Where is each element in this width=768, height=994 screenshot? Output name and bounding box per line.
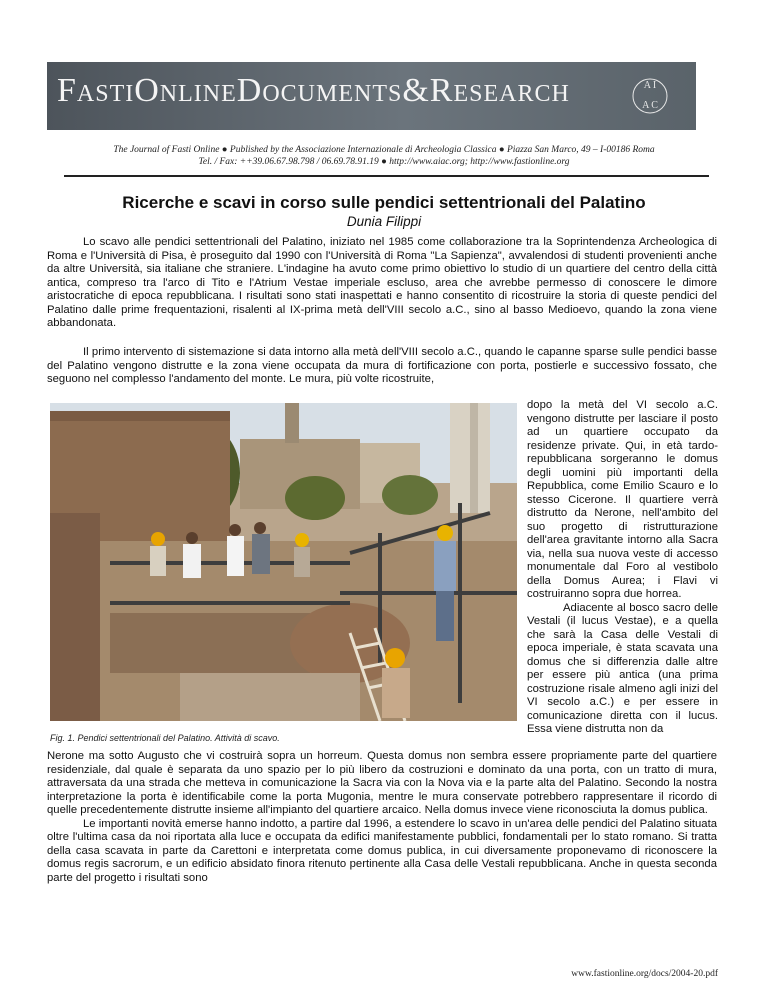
journal-line-1: The Journal of Fasti Online ● Published by the Associazione Internazionale di Archeologia Classica ● Piazza San Marco, 49 – I-00186 Roma [113,145,655,155]
aiac-seal-icon [630,68,670,124]
column-paragraph-2: Adiacente al bosco sacro delle Vestali (il lucus Vestae), e a quella che sarà la Casa delle Vestali di epoca imperiale, è stata scavata una domus che si differenzia dalle altre per essere più antica (una prima costruzione risale almeno agli inizi del VI secolo a.C.) e per essere in comunicazione diretta con il lucus. Essa viene distrutta non da [527,601,718,735]
excavation-photo-image [50,403,517,721]
right-column [527,399,718,737]
journal-line-2: Tel. / Fax: ++39.06.67.98.798 / 06.69.78.91.19 ● http://www.aiac.org; http://www.fastionline.org [198,157,570,167]
header-divider [64,175,709,177]
footer-url: www.fastionline.org/docs/2004-20.pdf [571,969,718,979]
paragraph-1: Lo scavo alle pendici settentrionali del Palatino, iniziato nel 1985 come collaborazione tra la Soprintendenza Archeologica di Roma e l'Università di Pisa, è proseguito dal 1990 con l'Università di Roma "La Sapienza", avvalendosi di studenti provenienti anche da altre Università, sia italiane che straniere. L'indagine ha avuto come primo obiettivo lo studio di un quartiere del centro della città antica, compreso tra l'arco di Tito e l'Atrium Vestae imperiale escluso, area che avrebbe permesso di conoscere le dimore aristocratiche di epoca repubblicana. I risultati sono stati inaspettati e hanno consentito di ricostruire la storia di queste pendici del Palatino dalle prime frequentazioni, risalenti al IX-prima metà dell'VIII secolo a.C., sino al basso Medioevo, quando la zona viene abbandonata. [47,236,717,329]
article-author: Dunia Filippi [346,214,422,229]
lower-text [47,750,717,885]
column-paragraph-1: dopo la metà del VI secolo a.C. vengono distrutte per lasciare il posto ad un quartiere occupato da residenze private. Qui, in età tardo-repubblicana sorgeranno le domus degli uomini più importanti della Repubblica, come Emilio Scauro e lo stesso Cicerone. Il quartiere verrà distrutto da Nerone, nell'ambito del suo progetto di ristrutturazione dell'area gravitante intorno alla Sacra via, nella sua nuova veste di accesso monumentale dal Foro al vestibolo della Domus Aurea; i Flavi vi costruiranno sopra due horrea. [527,399,718,600]
svg-text:A I: A I [643,80,657,91]
paragraph-3: Nerone ma sotto Augusto che vi costruirà sopra un horreum. Questa domus non sembra essere propriamente parte del quartiere residenziale, dal quale è separata da uno spazio per lo più libero da costruzioni e dominato da una porta, con un tratto di mura, attraversata da una strada che metteva in comunicazione la Sacra via con la Nova via e la parte alta del Palatino. Secondo la nostra interpretazione la porta è identificabile come la porta Mugonia, mentre le mura conservate potrebbero rappresentare il ricordo di quelle precedentemente distrutte insieme all'impianto del quartiere arcaico. Nella domus invece viene riconosciuta la domus publica. [47,750,717,816]
journal-info [40,144,728,168]
paragraph-4: Le importanti novità emerse hanno indotto, a partire dal 1996, a estendere lo scavo in un'area delle pendici del Palatino situata oltre l'ultima casa da noi riportata alla luce e occupata da edifici manifestamente pubblici, fondamentali per lo stato romano. Si tratta della casa scavata in parte da Carettoni e interpretata come domus publica, in cui diversamente proponevamo di riconoscere la domus regis sacrorum, e un edificio absidato finora ritenuto pertinente alla Casa delle Vestali repubblicana. Anche in questa seconda parte del progetto i risultati sono [47,817,717,884]
figure-caption: Fig. 1. Pendici settentrionali del Palatino. Attività di scavo. [50,733,280,743]
svg-text:A C: A C [642,100,658,111]
journal-banner [47,62,696,130]
aiac-logo [630,68,670,124]
article-title: Ricerche e scavi in corso sulle pendici settentrionali del Palatino [122,193,646,212]
excavation-photo [50,403,517,721]
paragraph-2: Il primo intervento di sistemazione si data intorno alla metà dell'VIII secolo a.C., quando le capanne sparse sulle pendici basse del Palatino vengono distrutte e la zona viene occupata da mura di fortificazione con porta, postierle e successivo fossato, che seguono nel complesso l'andamento del monte. Le mura, più volte ricostruite, [47,346,717,385]
banner-title: FastiOnlineDocuments&Research [57,72,570,109]
